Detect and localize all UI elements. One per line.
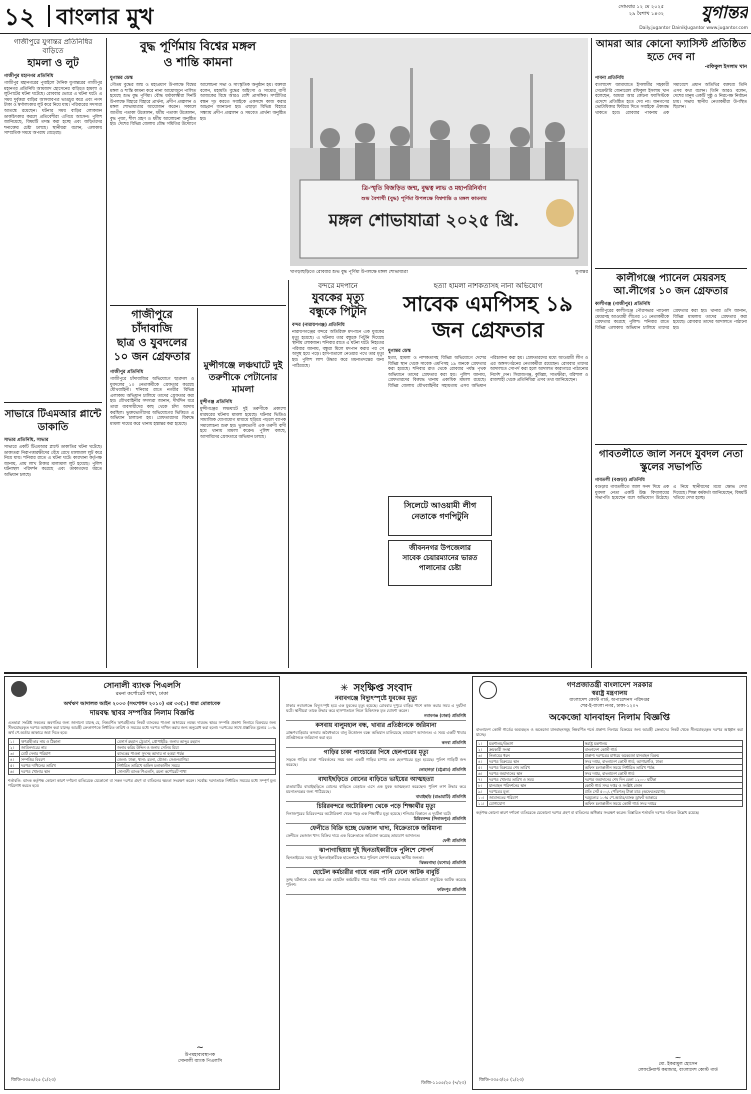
buddha-body: গৌতম বুদ্ধের জন্ম ও মহাপ্রয়াণ উপলক্ষে বিশ্বের মঙ্গল ও শান্তি কামনা করে নানা আয়োজনে পালিত হয়েছে শুভ বুদ্ধ পূর্ণিমা। বৌদ্ধ ধর্মাবলম্বীরা দিনটি উপলক্ষে বিহারে বিহারে প্রার্থনা, প্রদীপ প্রজ্বালন ও মঙ্গল শোভাযাত্রার আয়োজন করেন। সকালে জাতীয় পতাকা উত্তোলন, ধর্মীয় পতাকা উত্তোলন, বুদ্ধ পূজা, শীল গ্রহণ ও ধর্মীয় আলোচনা অনুষ্ঠিত হয়। দেশের বিভিন্ন জেলায় বৌদ্ধ সমিতির উদ্যোগে আলোচনা সভা ও সাংস্কৃতিক অনুষ্ঠান হয়। বক্তারা বলেন, মহামতি বুদ্ধের অহিংসা ও সাম্যের বাণী আজকের বিশ্বে আরও বেশি প্রাসঙ্গিক। সম্প্রীতির বন্ধন দৃঢ় করতে সবাইকে একসঙ্গে কাজ করার আহ্বান জানানো হয়। এছাড়া বিভিন্ন বিহারে সন্ধ্যায় প্রদীপ প্রজ্বালন ও সমবেত প্রার্থনা অনুষ্ঠিত হয়।: [110, 83, 286, 128]
table-row: [9, 769, 276, 775]
column-rule: [197, 308, 198, 668]
table-cell: দরপত্র খোলার স্থান: [20, 769, 116, 775]
page-number: ১২: [4, 3, 36, 31]
notice-terms: কর্তৃপক্ষ কোনো কারণ দর্শানো ব্যতিরেকে যেকোনো দরপত্র গ্রহণ বা বাতিলের অধিকার সংরক্ষণ করেন। বিস্তারিত শর্তাবলি দরপত্র দলিলে উল্লেখ রয়েছে।: [476, 810, 700, 815]
brief-item-body: ঢাকার নবাবগঞ্জে বিদ্যুৎস্পৃষ্ট হয়ে এক যুবকের মৃত্যু হয়েছে। রোববার দুপুরে বাড়ির পাশে কাজ করার সময় এ দুর্ঘটনা ঘটে। স্থানীয়রা তাকে উদ্ধার করে হাসপাতালে নিলে চিকিৎসক মৃত ঘোষণা করেন।: [286, 703, 466, 713]
signature-scribble: ~: [674, 1053, 682, 1062]
story-headline-1: সাবেক এমপিসহ ১৯: [403, 291, 573, 316]
ad-ref: জিডি-৩৩৫৩/২৫ (১/২৩): [479, 1078, 524, 1083]
box-line-2: সাবেক চেয়ারম্যানের ভারত: [402, 553, 478, 562]
table-cell: ১।: [9, 739, 20, 745]
jibonnagar-box: [388, 540, 492, 586]
signatory-title: উপমহাব্যবস্থাপক: [184, 1053, 216, 1058]
brief-item-title: হোটেল কর্মচারীর গায়ে গরম পানি ঢেলে আটক বাবুর্চি: [312, 869, 440, 876]
brief-item-title: কসবায় বালুমহাল বন্ধ, খাবার প্রতিষ্ঠানকে জরিমানা: [315, 722, 437, 729]
munshiganj-story: [200, 360, 286, 668]
brief-item-body: ফেনীতে ভেজাল খাদ্য বিক্রির দায়ে এক বিক্রেতাকে জরিমানা করেছে ভ্রাম্যমাণ আদালত।: [286, 833, 421, 838]
table-cell: মেসার্স রহমান ট্রেডার্স, প্রোপাইটর: জনাব আব্দুর রহমান: [116, 739, 276, 745]
table-cell: ৫।: [9, 763, 20, 769]
signature-scribble: ~: [196, 1043, 204, 1053]
story-byline: গাজীপুর প্রতিনিধি: [110, 370, 144, 375]
right-story-1: [595, 38, 747, 266]
table-row: [477, 801, 743, 807]
photo-caption: [290, 268, 588, 277]
right-story-divider: [595, 444, 747, 445]
story-headline: আমরা আর কোনো ফ্যাসিস্ট প্রতিষ্ঠিত হতে দেব না: [596, 39, 746, 63]
story-byline: গাজীপুর মহানগর প্রতিনিধি: [4, 74, 54, 79]
table-cell: জেলা: ঢাকা, থানা: রমনা, মৌজা: সেগুনবাগিচা: [116, 757, 276, 763]
table-cell: ৭।: [477, 777, 488, 783]
brief-item-credit: কসবা প্রতিনিধি: [441, 740, 466, 745]
brief-item: [286, 802, 466, 824]
story-headline: সাভারে টিএমআর প্লান্টে ডাকাতি: [4, 409, 102, 433]
ministry-name: স্বরাষ্ট্র মন্ত্রণালয়: [591, 690, 628, 697]
table-cell: ৪।: [9, 757, 20, 763]
date-english: সোমবার ১২ মে ২০২৫: [618, 4, 664, 10]
notice-table: [476, 740, 743, 807]
story-body: হত্যা, হামলা ও নাশকতাসহ বিভিন্ন অভিযোগে দেশের বিভিন্ন স্থান থেকে সাবেক এমপিসহ ১৯ জনকে গ্রেফতার করা হয়েছে। শনিবার রাত থেকে রোববার পর্যন্ত পৃথক অভিযানে তাদের গ্রেফতার করা হয়। পুলিশ জানায়, গ্রেফতারদের বিরুদ্ধে থানায় একাধিক মামলা রয়েছে। বিভিন্ন জেলায় যৌথবাহিনীর সহায়তায় এসব অভিযান পরিচালনা করা হয়। গ্রেফতারদের মধ্যে আওয়ামী লীগ ও এর অঙ্গসংগঠনের নেতাকর্মীরা রয়েছেন। রোববার তাদের আদালতে সোপর্দ করা হলে আদালত কারাগারে পাঠানোর নির্দেশ দেন। সিরাজগঞ্জ, কুমিল্লা, সাতক্ষীরা, বরিশাল ও রাজশাহী থেকে প্রতিনিধিরা এসব তথ্য জানিয়েছেন।: [388, 356, 588, 389]
ad-ref: জিডি-৩৩৫৪/২৫ (১/২৩): [11, 1078, 56, 1083]
notice-intro: বাংলাদেশ কোস্ট গার্ডের অব্যবহৃত ও অকেজো যানবাহনসমূহ নিম্নবর্ণিত শর্তে প্রকাশ্য নিলামে বিক্রয়ের জন্য আগ্রহী ক্রেতাদের নিকট থেকে সীলমোহরকৃত দরপত্র আহ্বান করা যাচ্ছে।: [476, 727, 743, 737]
dept-address: শের-ই-বাংলা নগর, ঢাকা-১২০৭: [580, 704, 639, 709]
table-cell: প্রতি সেট ৫০০/- (পাঁচশত) টাকা মাত্র (অফেরতযোগ্য): [583, 789, 742, 795]
table-cell: দরপত্র জমাদানের স্থান: [488, 771, 584, 777]
law-line: অর্থঋণ আদালত আইন ২০০৩ (সংশোধন ২০১০) এর ৩৩(১) ধারা মোতাবেক: [63, 701, 221, 707]
section-divider: [48, 5, 50, 27]
table-cell: অফিস চলাকালীন সময়ে নির্ধারিত তারিখ পর্যন্ত: [583, 765, 742, 771]
table-cell: ক্রয়কারী সংস্থা: [488, 747, 584, 753]
left-story-2: [4, 408, 102, 668]
table-cell: ৬।: [9, 769, 20, 775]
social-line: Daily.jugantor DainikJugantor www.jugantor.com: [639, 26, 748, 31]
table-cell: দরপত্র দাখিলের তারিখ: [20, 763, 116, 769]
story-headline: কালীগঞ্জে প্যানেল মেয়রসহ আ.লীগের ১০ জন গ্রেফতার: [613, 273, 729, 297]
brief-ref: ডিজি-১১৫৫/২৫ (৭/২৩): [421, 1081, 466, 1086]
box-headline: সিলেটে আওয়ামী লীগ নেতাকে গণপিটুনি: [403, 500, 477, 521]
table-cell: ৮।: [477, 783, 488, 789]
brief-header-icon: ✳: [340, 683, 349, 692]
story-body: বগুড়ার গাবতলীতে জাল সনদ দিয়ে এক যুবদল নেতা একটি উচ্চ বিদ্যালয়ের সভাপতি হয়েছেন বলে অভিযোগ উঠেছে। এ নিয়ে স্থানীয়দের মধ্যে ক্ষোভ দেখা দিয়েছে। শিক্ষা কর্মকর্তা জানিয়েছেন, বিষয়টি খতিয়ে দেখা হচ্ছে।: [595, 485, 747, 502]
table-cell: জামিনদারের নাম: [20, 745, 116, 751]
table-cell: ২।: [477, 747, 488, 753]
bank-logo: [11, 681, 27, 697]
brief-header-title: সংক্ষিপ্ত সংবাদ: [353, 683, 412, 692]
table-cell: স্বরাষ্ট্র মন্ত্রণালয়: [583, 741, 742, 747]
brief-item-title: ঝাপাগাছিয়ায় দুই ছিনতাইকারীকে পুলিশে সোপর্দ: [319, 847, 433, 854]
story-body: সাভারে একটি টিএমআর প্লান্টে ডাকাতির ঘটনা ঘটেছে। ডাকাতরা নিরাপত্তারক্ষীদের বেঁধে রেখে মালামাল লুট করে নিয়ে যায়। শনিবার রাতে এ ঘটনা ঘটে। কারখানা কর্তৃপক্ষ জানায়, প্রায় লাখ টাকার মালামাল লুট হয়েছে। পুলিশ ঘটনাস্থল পরিদর্শন করেছে এবং ডাকাতদের ধরতে অভিযান চলছে।: [4, 445, 102, 478]
story-byline: কালীগঞ্জ (গাজীপুর) প্রতিনিধি: [595, 302, 651, 307]
bondor-story: [292, 282, 384, 668]
story-headline: মুন্সীগঞ্জে লঞ্চঘাটে দুই তরুণীকে পেটানোর মামলা: [203, 361, 283, 395]
brief-item-title: ফেনীতে বিক্রি হচ্ছে ভেজাল খাদ্য, বিক্রেতাকে জরিমানা: [310, 825, 442, 832]
story-headline: গাবতলীতে জাল সনদে যুবদল নেতা স্কুলের সভাপতি: [599, 449, 743, 473]
brief-item-body: তুচ্ছ ঘটনাকে কেন্দ্র করে এক হোটেল কর্মচারীর গায়ে গরম পানি ঢেলে দেওয়ার অভিযোগে বাবুর্চিকে আটক করেছে পুলিশ।: [286, 877, 466, 887]
brief-item: [286, 846, 466, 868]
ads-divider: [4, 672, 747, 674]
brief-item-credit: লোহাগড়া (চট্টগ্রাম) প্রতিনিধি: [418, 767, 466, 772]
brief-item-credit: ফরিদপুর প্রতিনিধি: [437, 887, 466, 892]
brief-item: [286, 868, 466, 895]
notice-title: অকেজো যানবাহন নিলাম বিজ্ঞপ্তি: [549, 713, 670, 723]
brief-item: [286, 748, 466, 775]
govt-seal: [479, 681, 497, 699]
banner-line-2: শুভ বৈশাখী (বুদ্ধ) পূর্ণিমা উপলক্ষে বিশ্বশান্তি ও মঙ্গল কামনায়: [361, 196, 487, 202]
table-cell: জামানতের পরিমাণ: [488, 795, 584, 801]
brief-item-body: ছিনতাইয়ের সময় দুই ছিনতাইকারীকে হাতেনাতে ধরে পুলিশে সোপর্দ করেছে স্থানীয় জনতা।: [286, 855, 424, 860]
brief-item-body: রাঙামাটির বাঘাইছড়িতে বোনের বাড়িতে বেড়াতে এসে এক যুবক আত্মহত্যা করেছেন। পুলিশ লাশ উদ্ধার করে ময়নাতদন্তের জন্য পাঠিয়েছে।: [286, 784, 466, 794]
column-rule: [591, 38, 592, 668]
buddha-byline: যুগান্তর ডেস্ক: [110, 76, 133, 81]
date-line: [584, 4, 664, 24]
brief-item-title: নবাবগঞ্জে বিদ্যুৎস্পৃষ্টে যুবকের মৃত্যু: [334, 695, 418, 702]
bank-name: সোনালী ব্যাংক পিএলসি: [103, 680, 181, 690]
story-headline-2: ছাত্র ও যুবদলের: [116, 336, 188, 349]
coast-guard-ad: [472, 676, 747, 1090]
story-byline: সাভার প্রতিনিধি, সাভার: [4, 438, 49, 443]
caption-credit: যুগান্তর: [575, 270, 588, 275]
table-cell: ব্যাংকের পাওনা সুদসহ আদায় না হওয়া পর্যন্ত: [116, 751, 276, 757]
story-headline-2: জন গ্রেফতার: [432, 317, 544, 342]
buddha-headline-1: বুদ্ধ পূর্ণিমায় বিশ্বের মঙ্গল: [139, 39, 256, 53]
table-cell: নির্ধারিত তারিখে অফিস চলাকালীন সময়ে: [116, 763, 276, 769]
brief-item-credit: বাঘাইছড়ি (রাঙামাটি) প্রতিনিধি: [415, 794, 466, 799]
story-headline: হামলা ও লুট: [27, 58, 79, 69]
brief-item: [286, 721, 466, 748]
table-cell: ৩।: [9, 751, 20, 757]
table-cell: বাংলাদেশ কোস্ট গার্ড: [583, 747, 742, 753]
table-cell: ৩।: [477, 753, 488, 759]
notice-terms: শর্তাবলি: ব্যাংক কর্তৃপক্ষ কোনো কারণ দর্শানো ব্যতিরেকে যেকোনো বা সকল দরপত্র গ্রহণ বা বাতিলের ক্ষমতা সংরক্ষণ করেন। সর্বোচ্চ দরদাতাকে নির্ধারিত সময়ের মধ্যে সম্পূর্ণ মূল্য পরিশোধ করতে হবে।: [8, 778, 276, 788]
table-cell: দরপত্র জমাদানের শেষ দিন বেলা ১২:০০ ঘটিকা: [583, 777, 742, 783]
story-byline: গাবতলী (বগুড়া) প্রতিনিধি: [595, 478, 645, 483]
brief-list: [286, 694, 466, 1078]
gazipur-chanda-story: [110, 308, 194, 668]
brief-item: [286, 694, 466, 721]
table-cell: ১০।: [477, 795, 488, 801]
masthead: [0, 0, 751, 34]
date-bangla: ২৯ বৈশাখ ১৪৩২: [628, 11, 664, 17]
table-cell: ঋণগ্রহীতার নাম ও ঠিকানা: [20, 739, 116, 745]
table-cell: অফিস চলাকালীন সময়ে কোস্ট গার্ড সদর দপ্তরে: [583, 801, 742, 807]
brief-item-body: সড়কে গাড়ির চাকা পরিবর্তনের সময় অন্য একটি গাড়ির চাপায় এক হেলপারের মৃত্যু হয়েছে। পুলিশ গাড়িটি জব্দ করেছে।: [286, 757, 466, 767]
brief-item-credit: নবাবগঞ্জ (ঢাকা) প্রতিনিধি: [424, 713, 466, 718]
sylhet-box: [388, 496, 492, 536]
story-byline: বন্দর (নারায়ণগঞ্জ) প্রতিনিধি: [292, 323, 345, 328]
banner-line-1: ত্রি-স্মৃতি বিজড়িত জন্ম, বুদ্ধত্ব লাভ ও মহাপরিনির্বাণ: [361, 185, 487, 192]
section-divider: [110, 305, 286, 306]
bank-branch: রমনা কর্পোরেট শাখা, ঢাকা: [115, 691, 169, 697]
story-byline: মুন্সীগঞ্জ প্রতিনিধি: [200, 400, 233, 405]
table-cell: ১১।: [477, 801, 488, 807]
table-cell: ১।: [477, 741, 488, 747]
caption-text: খাগড়াছড়িতে রোববার শুভ বুদ্ধ পূর্ণিমা উপলক্ষে মঙ্গল শোভাযাত্রা: [290, 270, 409, 275]
table-cell: নিলামের ধরন: [488, 753, 584, 759]
buddha-headline-2: ও শান্তি কামনা: [163, 55, 233, 69]
story-body: গাজীপুরে চাঁদাবাজির অভিযোগে ছাত্রদল ও যুবদলের ১০ নেতাকর্মীকে গ্রেফতার করেছে যৌথবাহিনী। শনিবার রাতে নগরীর বিভিন্ন এলাকায় অভিযান চালিয়ে তাদের গ্রেফতার করা হয়। যৌথবাহিনীর সদস্যরা জানান, দীর্ঘদিন ধরে তারা ব্যবসায়ীদের কাছ থেকে চাঁদা আদায় করছিল। ভুক্তভোগীদের অভিযোগের ভিত্তিতে এ অভিযান চালানো হয়। গ্রেফতারদের বিরুদ্ধে মামলা দায়ের করে থানায় হস্তান্তর করা হয়েছে।: [110, 377, 194, 427]
right-story-3: [595, 448, 747, 668]
govt-name: গণপ্রজাতন্ত্রী বাংলাদেশ সরকার: [566, 680, 653, 689]
brief-item-credit: ফেনী প্রতিনিধি: [442, 838, 466, 843]
table-cell: ৬।: [477, 771, 488, 777]
notice-title: দায়বদ্ধ স্থাবর সম্পত্তির নিলাম বিজ্ঞপ্তি: [89, 708, 195, 717]
table-cell: প্রকাশ্য দরপত্রের মাধ্যমে অকেজো যানবাহন বিক্রয়: [583, 753, 742, 759]
signature-block: [125, 1043, 275, 1083]
brief-item-credit: ঝিকরগাছা (যশোর) প্রতিনিধি: [419, 860, 466, 865]
signature-block: [613, 1053, 743, 1083]
story-kicker: গাজীপুরে যুগান্তর প্রতিনিধির বাড়িতে: [13, 38, 93, 55]
logo: যুগান্তর: [701, 3, 748, 23]
story-headline-1: যুবকের মৃত্যু: [311, 291, 364, 304]
column-rule: [288, 280, 289, 668]
story-body: গাজীপুরের কালীগঞ্জে পৌরসভার প্যানেল মেয়রসহ আওয়ামী লীগের ১০ নেতাকর্মীকে গ্রেফতার করেছে পুলিশ। শনিবার রাতে বিভিন্ন এলাকায় অভিযান চালিয়ে তাদের গ্রেফতার করা হয়। থানার ওসি জানান, বিভিন্ন মামলায় তাদের গ্রেফতার করা হয়েছে। রোববার তাদের আদালতে পাঠানো হয়।: [595, 309, 747, 331]
story-kicker: হত্যা হামলা নাশকতাসহ নানা অভিযোগ: [433, 282, 543, 290]
box-line-3: পালানোর চেষ্টা: [418, 563, 462, 572]
left-story-divider: [4, 402, 102, 403]
story-location: পাবনা প্রতিনিধি: [595, 76, 624, 81]
notice-table: [8, 738, 276, 775]
buddha-story: [110, 38, 286, 303]
story-kicker: বন্দরে মদপানে: [318, 282, 358, 290]
table-cell: দরপত্র খোলার তারিখ ও সময়: [488, 777, 584, 783]
left-story-1: [4, 38, 102, 390]
brief-item-title: গাড়ির চাকা পাংচারের পিষে হেলপারের মৃত্যু: [323, 749, 429, 756]
story-byline: যুগান্তর ডেস্ক: [388, 349, 411, 354]
table-cell: দরমূল্যের ১০% পে-অর্ডার/ব্যাংক ড্রাফট আকারে: [583, 795, 742, 801]
table-cell: সদর দপ্তর, বাংলাদেশ কোস্ট গার্ড: [583, 771, 742, 777]
brief-news: [286, 676, 466, 1090]
brief-item-title: বাঘাইছড়িতে বোনের বাড়িতে ভাইয়ের আত্মহত্যা: [318, 776, 434, 783]
story-quote-by: -রফিকুল ইসলাম খান: [704, 64, 747, 70]
right-story-divider: [595, 268, 747, 269]
brief-item-credit: চিরিরবন্দর (দিনাজপুর) প্রতিনিধি: [413, 816, 466, 821]
table-cell: যানবাহন পরিদর্শনের স্থান: [488, 783, 584, 789]
table-cell: ৯।: [477, 789, 488, 795]
story-headline-1: গাজীপুরে চাঁদাবাজি: [131, 308, 173, 335]
mp-story: [388, 282, 588, 668]
table-cell: সম্পত্তির বিবরণ: [20, 757, 116, 763]
notice-intro: এতদ্বারা সংশ্লিষ্ট সকলের অবগতির জন্য জানানো যাচ্ছে যে, নিম্নবর্ণিত ঋণগ্রহীতার নিকট ব্যাংকের পাওনা আদায়ের লক্ষ্যে দায়বদ্ধ স্থাবর সম্পত্তি প্রকাশ্য নিলামে বিক্রয়ের জন্য সীলমোহরকৃত দরপত্র আহ্বান করা যাচ্ছে। আগ্রহী ক্রেতাগণকে নির্ধারিত তারিখ ও সময়ের মধ্যে দরপত্র দাখিল করার জন্য অনুরোধ করা হলো। দরপত্রের সাথে প্রস্তাবিত মূল্যের ১০% অর্থ পে-অর্ডার আকারে জমা দিতে হবে।: [8, 720, 276, 735]
table-cell: জনাব করিম উদ্দিন ও জনাব সেলিম মিয়া: [116, 745, 276, 751]
story-body: নারায়ণগঞ্জের বন্দরে অতিরিক্ত মদপানে এক যুবকের মৃত্যু হয়েছে। এ ঘটনায় তার বন্ধুকে পিটুনি দিয়েছে স্থানীয় লোকজন। শনিবার রাতে এ ঘটনা ঘটে। নিহতের পরিবার জানায়, বন্ধুরা মিলে মদপান করার পর সে অসুস্থ হয়ে পড়ে। হাসপাতালে নেওয়ার পথে তার মৃত্যু হয়। পুলিশ লাশ উদ্ধার করে ময়নাতদন্তের জন্য পাঠিয়েছে।: [292, 330, 384, 369]
table-cell: সোনালী ব্যাংক পিএলসি, রমনা কর্পোরেট শাখা: [116, 769, 276, 775]
table-cell: দরপত্র বিক্রয়ের স্থান: [488, 759, 584, 765]
table-cell: ৪।: [477, 759, 488, 765]
signatory-title: লেফটেন্যান্ট কমান্ডার, বাংলাদেশ কোস্ট গার্ড: [638, 1068, 718, 1073]
signatory-name: মো. ইকরামুল হোসেন: [658, 1062, 698, 1067]
story-body: বাংলাদেশ জামায়াতে ইসলামীর সহকারী সেক্রেটারি জেনারেল রফিকুল ইসলাম খান বলেছেন, আমরা আর কোনো ফ্যাসিস্টকে এদেশে প্রতিষ্ঠিত হতে দেব না। জনগণের ভোটাধিকার ফিরিয়ে দিতে সবাইকে ঐক্যবদ্ধ থাকতে হবে। রোববার পাবনায় এক সমাবেশে প্রধান অতিথির বক্তব্যে তিনি এসব কথা বলেন। তিনি আরও বলেন, দেশের মানুষ একটি সুষ্ঠু ও নিরপেক্ষ নির্বাচন চায়। সভায় স্থানীয় নেতাকর্মীরা উপস্থিত ছিলেন।: [595, 83, 747, 116]
table-cell: কোস্ট গার্ড সদর দপ্তর ও সংশ্লিষ্ট জোন: [583, 783, 742, 789]
table-cell: সদর দপ্তর, বাংলাদেশ কোস্ট গার্ড, আগারগাঁও, ঢাকা: [583, 759, 742, 765]
box-line-1: জীবননগর উপজেলার: [409, 543, 471, 552]
table-cell: দরপত্রের মূল্য: [488, 789, 584, 795]
brief-item-title: চিরিরবন্দরে অটোরিকশা থেকে পড়ে শিক্ষার্থীর মৃত্যু: [316, 803, 436, 810]
brief-item: [286, 775, 466, 802]
table-cell: মন্ত্রণালয়/বিভাগ: [488, 741, 584, 747]
section-title: বাংলার মুখ: [56, 4, 154, 30]
sonali-bank-ad: [4, 676, 280, 1090]
brief-item: [286, 824, 466, 846]
brief-item-body: দিনাজপুরের চিরিরবন্দরে অটোরিকশা থেকে পড়ে এক শিক্ষার্থীর মৃত্যু হয়েছে। শনিবার বিকালে এ দুর্ঘটনা ঘটে।: [286, 811, 451, 816]
banner-main: মঙ্গল শোভাযাত্রা ২০২৫ খ্রি.: [328, 211, 520, 231]
brief-header: [286, 676, 466, 692]
table-cell: ৫।: [477, 765, 488, 771]
dept-name: বাংলাদেশ কোস্ট গার্ড, অপারেশনস পরিদপ্তর: [569, 698, 650, 703]
story-headline-3: ১০ জন গ্রেফতার: [113, 350, 191, 363]
story-body: মুন্সীগঞ্জের লঞ্চঘাটে দুই তরুণীকে প্রকাশ্যে মারধরের ঘটনায় মামলা হয়েছে। ঘটনার ভিডিও সামাজিক যোগাযোগ মাধ্যমে ছড়িয়ে পড়লে ব্যাপক সমালোচনা শুরু হয়। ভুক্তভোগী এক তরুণী বাদী হয়ে থানায় মামলা করেন। পুলিশ বলছে, আসামিদের গ্রেফতারে অভিযান চলছে।: [200, 407, 286, 440]
table-cell: ২।: [9, 745, 20, 751]
brief-item-body: ব্রাহ্মণবাড়িয়ার কসবায় অবৈধভাবে বালু উত্তোলন বন্ধে অভিযান চালিয়েছে ভ্রাম্যমাণ আদালত। এ সময় একটি খাবার প্রতিষ্ঠানকে জরিমানা করা হয়।: [286, 730, 466, 740]
story-body: গাজীপুর মহানগরের পুবাইলে দৈনিক যুগান্তরের গাজীপুর মহানগর প্রতিনিধি আমজাদ হোসেনের বাড়িতে হামলা ও লুটপাটের ঘটনা ঘটেছে। রোববার ভোরে এ ঘটনা ঘটে। এ সময় দুর্বৃত্তরা বাড়ির আসবাবপত্র ভাঙচুর করে এবং নগদ টাকা ও স্বর্ণালংকার লুট করে নিয়ে যায়। পরিবারের সদস্যরা আতঙ্কে রয়েছেন। ঘটনার সময় বাড়ির লোকজন ডাকচিৎকার করলে প্রতিবেশীরা এগিয়ে আসেন। পুলিশ জানিয়েছে, বিষয়টি তদন্ত করা হচ্ছে এবং জড়িতদের শনাক্তের চেষ্টা চলছে। স্থানীয়রা বলেন, এলাকায় সাম্প্রতিক সময়ে অপরাধ বেড়েছে।: [4, 81, 102, 137]
signatory-branch: সোনালী ব্যাংক পিএলসি: [177, 1059, 223, 1064]
masthead-rule: [0, 33, 751, 34]
table-cell: দরপত্র বিক্রয়ের শেষ তারিখ: [488, 765, 584, 771]
right-story-2: [595, 272, 747, 440]
photo: [290, 38, 588, 266]
story-headline-2: বন্ধুকে পিটুনি: [309, 305, 367, 318]
table-cell: মোট দেনার পরিমাণ: [20, 751, 116, 757]
table-cell: যোগাযোগ: [488, 801, 584, 807]
column-rule: [106, 38, 107, 668]
